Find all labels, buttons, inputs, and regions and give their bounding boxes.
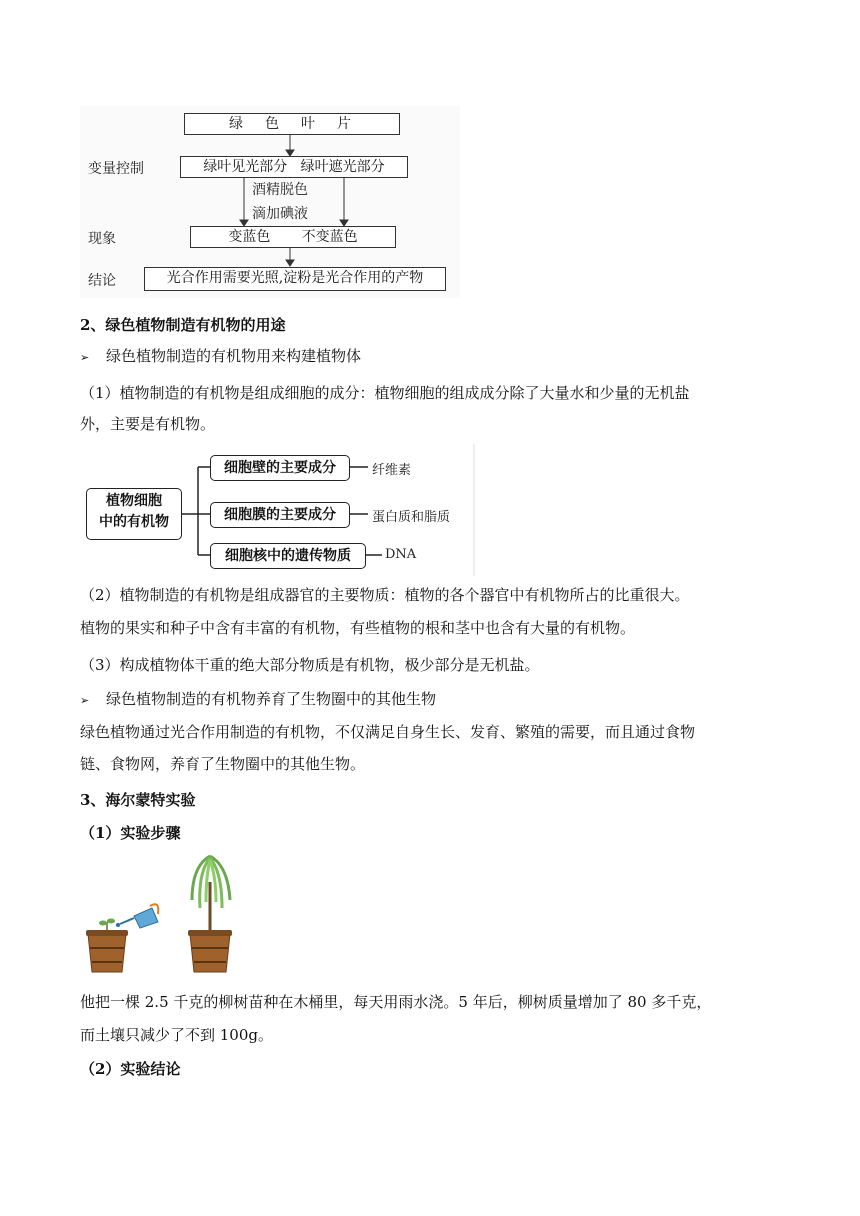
center-line-1: 植物细胞 (106, 493, 162, 509)
experiment-steps-heading: （1）实验步骤 (80, 824, 181, 842)
plant-cell-organic-matter-box (86, 488, 182, 540)
section-2-heading: 2、绿色植物制造有机物的用途 (80, 316, 286, 334)
protein-lipid-label: 蛋白质和脂质 (372, 510, 451, 525)
variable-box (180, 156, 408, 178)
nucleus-box: 细胞核中的遗传物质 (210, 543, 366, 569)
item-2-line-2: 植物的果实和种子中含有丰富的有机物，有些植物的根和茎中也含有大量的有机物。 (80, 619, 636, 637)
conclusion-box: 光合作用需要光照,淀粉是光合作用的产物 (144, 267, 446, 291)
starch-experiment-diagram (80, 106, 460, 298)
not-blue: 不变蓝色 (301, 229, 358, 245)
alcohol-decolor-step: 酒精脱色 (252, 182, 308, 198)
variable-control-label: 变量控制 (88, 161, 144, 177)
item-3: （3）构成植物体干重的绝大部分物质是有机物，极少部分是无机盐。 (80, 656, 540, 674)
bullet-line-2 (80, 689, 785, 711)
helmont-experiment-illustration (80, 852, 240, 976)
exposed-part: 绿叶见光部分 (203, 159, 288, 175)
green-leaf-box: 绿 色 叶 片 (184, 113, 400, 135)
bullet-line-1 (80, 346, 785, 368)
willow-tree-in-bucket-icon (188, 856, 232, 972)
arrowhead-bullet-icon: ➢ (80, 694, 90, 707)
cell-organic-matter-diagram (82, 444, 476, 576)
section-3-heading: 3、海尔蒙特实验 (80, 791, 196, 809)
shaded-part: 绿叶遮光部分 (300, 159, 385, 175)
cellulose-label: 纤维素 (372, 463, 412, 478)
item-2-line-1: （2）植物制造的有机物是组成器官的主要物质：植物的各个器官中有机物所占的比重很大。 (80, 586, 690, 604)
watering-can-icon (116, 904, 158, 928)
conclusion-label: 结论 (88, 273, 116, 289)
phenomenon-label: 现象 (88, 231, 116, 247)
iodine-step: 滴加碘液 (252, 206, 308, 222)
turns-blue: 变蓝色 (228, 229, 271, 245)
bullet-text-1: 绿色植物制造的有机物用来构建植物体 (106, 347, 362, 365)
arrowhead-bullet-icon: ➢ (80, 351, 90, 364)
paragraph-line-2: 链、食物网，养育了生物圈中的其他生物。 (80, 755, 366, 773)
dna-label: DNA (385, 547, 417, 562)
experiment-description-line-2: 而土壤只减少了不到 100g。 (80, 1026, 274, 1044)
experiment-conclusion-heading: （2）实验结论 (80, 1060, 181, 1078)
paragraph-line-1: 绿色植物通过光合作用制造的有机物，不仅满足自身生长、发育、繁殖的需要，而且通过食物 (80, 723, 696, 741)
willow-illustration (80, 852, 240, 976)
cell-wall-box: 细胞壁的主要成分 (210, 455, 350, 481)
item-1-line-2: 外，主要是有机物。 (80, 415, 216, 433)
center-line-2: 中的有机物 (99, 514, 169, 530)
cell-membrane-box: 细胞膜的主要成分 (210, 502, 350, 528)
seedling-in-bucket-icon (86, 919, 128, 973)
phenomenon-box (190, 226, 396, 248)
item-1-line-1: （1）植物制造的有机物是组成细胞的成分：植物细胞的组成成分除了大量水和少量的无机盐 (80, 384, 690, 402)
bullet-text-2: 绿色植物制造的有机物养育了生物圈中的其他生物 (106, 690, 437, 708)
experiment-description-line-1: 他把一棵 2.5 千克的柳树苗种在木桶里，每天用雨水浇。5 年后，柳树质量增加了 80 多千克， (80, 993, 712, 1011)
